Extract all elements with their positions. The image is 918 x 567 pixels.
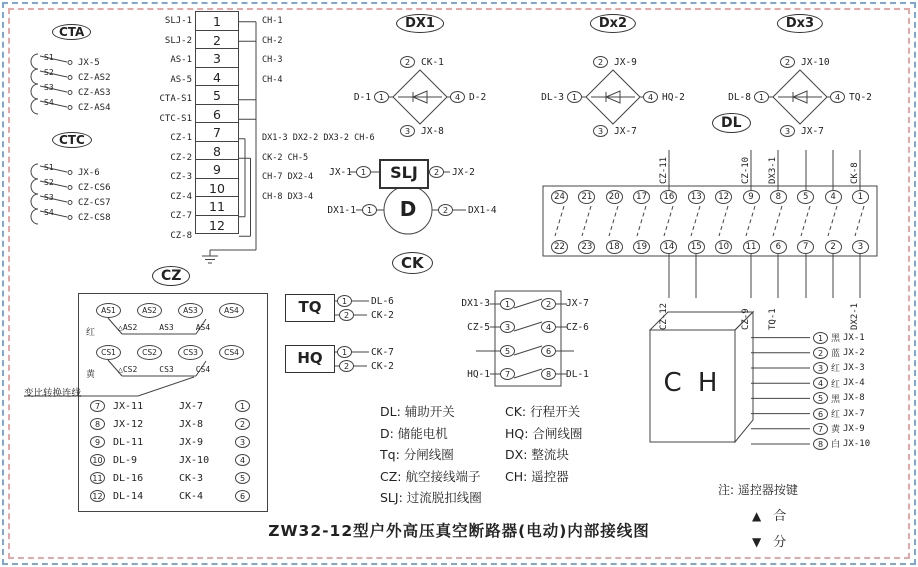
dl-terminal: 1 <box>852 190 869 204</box>
dl-terminal: 19 <box>633 240 650 254</box>
ck-contacts <box>442 292 589 386</box>
cz-left-pin: 12 <box>90 490 105 502</box>
dl-top-terminals <box>551 190 869 204</box>
terminal-cell: 6 <box>195 104 239 124</box>
terminal-right-label: CH-2 <box>262 35 283 46</box>
dl-terminal: 15 <box>688 240 705 254</box>
dx1-bottom-wire: JX-8 <box>421 126 444 137</box>
dx1-left-wire: D-1 <box>353 92 371 103</box>
dl-lead-tq1: TQ-1 <box>768 308 778 330</box>
ck-left-wire: CZ-5 <box>467 321 490 333</box>
tap-name: S1 <box>44 53 54 62</box>
tap-name: S4 <box>44 98 54 107</box>
cz-list-row <box>90 469 250 487</box>
dx1-top-wire: CK-1 <box>421 57 444 68</box>
motor-label: D <box>399 197 417 221</box>
ch-wire-name: JX-2 <box>843 347 865 358</box>
cz-as-pins <box>96 303 244 318</box>
cz-cs-sub-label: CS4 <box>195 365 211 374</box>
tq-pin-2: 2 <box>339 309 354 321</box>
terminal-cell: 1 <box>195 11 239 31</box>
dx2-pin-4: 4 <box>643 91 658 103</box>
dl-terminal: 20 <box>606 190 623 204</box>
legend-item: SLJ: 过流脱扣线圈 <box>380 490 482 505</box>
dl-lead-cz9: CZ-9 <box>741 308 751 330</box>
ch-wire-row <box>813 436 870 451</box>
legend-row <box>380 467 582 489</box>
rectifier-dx1 <box>335 12 505 142</box>
dl-bottom-terminals <box>551 240 869 254</box>
terminal-right-label: CH-1 <box>262 16 283 26</box>
cz-left-wire: JX-12 <box>113 418 144 430</box>
cz-list-row <box>90 451 250 469</box>
cz-cs-sub-label: △CS2 <box>118 365 138 374</box>
terminal-left-label: CTC-S1 <box>159 113 192 124</box>
ch-wire-color: 红 <box>831 364 841 375</box>
cz-right-pin: 2 <box>235 418 250 430</box>
cz-as-terminal: AS1 <box>96 303 121 318</box>
tq-box: TQ <box>285 294 335 322</box>
motor-right-wire: DX1-4 <box>468 205 497 216</box>
cz-list-row <box>90 415 250 433</box>
tap-wire: CZ-AS2 <box>78 72 111 83</box>
dl-terminal: 10 <box>715 240 732 254</box>
cz-left-pin: 8 <box>90 418 105 430</box>
tq-pin-1: 1 <box>337 295 352 307</box>
legend-item: CZ: 航空接线端子 <box>380 468 481 484</box>
cz-as-sub-label: AS3 <box>159 323 174 332</box>
ch-wire-name: JX-10 <box>843 438 871 449</box>
ck-left-wire: HQ-1 <box>467 368 490 380</box>
ck-left-pin: 7 <box>500 368 515 380</box>
hq-pin-1: 1 <box>337 346 352 358</box>
terminal-left-label: CZ-8 <box>170 230 192 241</box>
ch-pin: 8 <box>813 438 828 450</box>
ck-left-wire: DX1-3 <box>461 298 490 310</box>
ck-left-pin: 5 <box>500 345 515 357</box>
ch-wire-row <box>813 391 870 406</box>
cz-cs-sub-label: CS3 <box>159 365 174 374</box>
dl-lead-cz12: CZ-12 <box>659 302 669 330</box>
cz-list-row <box>90 397 250 415</box>
cz-as-terminal: AS2 <box>137 303 162 318</box>
terminal-cell: 3 <box>195 48 239 68</box>
dl-terminal: 17 <box>633 190 650 204</box>
open-label: 分 <box>773 535 787 550</box>
legend <box>380 402 582 510</box>
dl-terminal: 12 <box>715 190 732 204</box>
legend-row <box>380 445 582 467</box>
cz-right-pin: 6 <box>235 490 250 502</box>
ch-wire-name: JX-1 <box>843 332 865 343</box>
terminal-right-label: CH-8 DX3-4 <box>262 191 314 202</box>
dl-terminal: 2 <box>825 240 842 254</box>
terminal-right-label: CH-7 DX2-4 <box>262 172 314 182</box>
ch-wire-name: JX-3 <box>843 362 865 373</box>
cz-as-color: 红 <box>86 328 96 338</box>
dl-terminal: 3 <box>852 240 869 254</box>
tap-wire: CZ-AS4 <box>78 102 111 113</box>
dx2-top-wire: JX-9 <box>614 57 637 68</box>
cz-cs-color: 黄 <box>86 370 96 380</box>
terminal-cell: 9 <box>195 159 239 179</box>
slj-pin-2: 2 <box>429 166 444 178</box>
terminal-cell: 7 <box>195 122 239 142</box>
dl-terminal: 7 <box>797 240 814 254</box>
dx2-right-wire: HQ-2 <box>662 92 685 103</box>
close-label: 合 <box>773 509 787 524</box>
rectifier-dx2 <box>528 12 698 142</box>
legend-item: HQ: 合闸线圈 <box>505 425 583 441</box>
hq-wire-2: CK-2 <box>371 361 394 372</box>
cz-left-pin: 9 <box>90 436 105 448</box>
dx1-right-wire: D-2 <box>469 92 487 103</box>
dl-terminal: 8 <box>770 190 787 204</box>
terminal-left-label: CZ-3 <box>170 172 192 182</box>
dx2-pin-1: 1 <box>567 91 582 103</box>
up-triangle-icon: ▲ <box>752 509 762 523</box>
tap-wire: CZ-CS8 <box>78 212 111 223</box>
tap-name: S2 <box>44 178 54 187</box>
ctc-tap-row <box>44 210 111 225</box>
ck-left-pin: 1 <box>500 298 515 310</box>
cz-left-pin: 11 <box>90 472 105 484</box>
terminal-left-label: CTA-S1 <box>159 94 192 104</box>
ch-wire-name: JX-7 <box>843 408 865 419</box>
tq-wire-1: DL-6 <box>371 296 394 307</box>
slj-left-wire: JX-1 <box>329 167 352 178</box>
dl-terminal: 21 <box>578 190 595 204</box>
cz-right-wire: JX-9 <box>179 436 204 448</box>
ck-right-pin: 2 <box>541 298 556 310</box>
tap-name: S2 <box>44 68 54 77</box>
dx2-pin-3: 3 <box>593 125 608 137</box>
dl-terminal: 14 <box>660 240 677 254</box>
legend-row <box>380 424 582 446</box>
terminal-left-label: CZ-2 <box>170 152 192 163</box>
dx2-left-wire: DL-3 <box>541 92 564 103</box>
dl-lead-dx2-1: DX2-1 <box>850 302 860 330</box>
cz-left-wire: DL-14 <box>113 490 144 502</box>
ch-wire-name: JX-8 <box>843 393 865 404</box>
legend-item: D: 储能电机 <box>380 425 448 441</box>
ch-pin: 7 <box>813 423 828 435</box>
ch-wire-color: 黄 <box>831 425 841 436</box>
terminal-cell: 4 <box>195 67 239 87</box>
cz-label: CZ <box>152 266 190 286</box>
ch-wire-row <box>813 406 870 421</box>
ch-wire-name: JX-4 <box>843 378 865 389</box>
ch-pin: 4 <box>813 377 828 389</box>
dx3-right-wire: TQ-2 <box>849 92 872 103</box>
legend-item: DL: 辅助开关 <box>380 404 455 419</box>
cz-right-wire: JX-10 <box>179 454 210 466</box>
dx3-pin-4: 4 <box>830 91 845 103</box>
legend-item: CH: 遥控器 <box>505 468 569 484</box>
cz-left-wire: DL-16 <box>113 472 144 484</box>
ch-wire-name: JX-9 <box>843 423 865 434</box>
hq-pin-2: 2 <box>339 360 354 372</box>
cz-as-terminal: AS3 <box>178 303 203 318</box>
dl-lead-ck8: CK-8 <box>850 162 860 184</box>
dl-terminal: 4 <box>825 190 842 204</box>
terminal-right-label: CK-2 CH-5 <box>262 152 309 163</box>
ck-contact-row <box>442 363 589 387</box>
cz-right-wire: JX-7 <box>179 400 204 412</box>
cz-cs-terminal: CS1 <box>96 345 121 360</box>
slj-pin-1: 1 <box>356 166 371 178</box>
terminal-right-label: CH-4 <box>262 74 283 85</box>
diagram-title: ZW32-12型户外高压真空断路器(电动)内部接线图 <box>268 522 650 540</box>
terminal-left-label: SLJ-1 <box>164 16 192 26</box>
dl-terminal: 9 <box>743 190 760 204</box>
cz-left-pin: 7 <box>90 400 105 412</box>
terminal-cell: 2 <box>195 30 239 50</box>
cz-right-pin: 1 <box>235 400 250 412</box>
cta-taps <box>44 55 111 115</box>
cz-as-terminal: AS4 <box>219 303 244 318</box>
ck-contact-row <box>442 316 589 340</box>
ch-wire-row <box>813 360 870 375</box>
cz-right-wire: JX-8 <box>179 418 204 430</box>
dx3-bottom-wire: JX-7 <box>801 126 824 137</box>
terminal-right-label <box>262 227 375 247</box>
legend-item: Tq: 分闸线圈 <box>380 447 454 462</box>
cz-as-sub <box>118 323 210 332</box>
dx3-left-wire: DL-8 <box>728 92 751 103</box>
ck-contact-row <box>442 339 589 363</box>
cz-cs-terminal: CS4 <box>219 345 244 360</box>
down-triangle-icon: ▼ <box>752 535 762 549</box>
tap-wire: JX-5 <box>78 57 100 68</box>
terminal-cell: 10 <box>195 178 239 198</box>
dl-label: DL <box>712 113 751 133</box>
tap-name: S3 <box>44 83 54 92</box>
cz-list-row <box>90 487 250 505</box>
terminal-block <box>195 12 239 234</box>
cta-tap-row <box>44 100 111 115</box>
tap-wire: CZ-AS3 <box>78 87 111 98</box>
dx2-label: Dx2 <box>590 14 636 33</box>
terminal-left-label: CZ-1 <box>170 133 192 143</box>
motor-pin-1: 1 <box>362 204 377 216</box>
dx3-pin-1: 1 <box>754 91 769 103</box>
cz-right-wire: CK-3 <box>179 472 204 484</box>
slj-box: SLJ <box>379 159 429 189</box>
dx1-pin-4: 4 <box>450 91 465 103</box>
hq-wire-1: CK-7 <box>371 347 394 358</box>
dx1-pin-1: 1 <box>374 91 389 103</box>
dx2-pin-2: 2 <box>593 56 608 68</box>
cz-cs-sub <box>118 365 210 374</box>
ch-pin: 3 <box>813 362 828 374</box>
ck-right-wire: CZ-6 <box>566 321 589 333</box>
dl-lead-cz11: CZ-11 <box>659 156 669 184</box>
legend-row <box>380 402 582 424</box>
terminal-right-label: CH-3 <box>262 55 283 65</box>
cz-as-sub-label: AS4 <box>195 323 211 332</box>
cz-left-wire: DL-9 <box>113 454 138 466</box>
dx3-label: Dx3 <box>777 14 823 33</box>
cz-cs-pins <box>96 345 244 360</box>
ch-wire-row <box>813 330 870 345</box>
ck-contact-row <box>442 292 589 316</box>
dl-terminal: 18 <box>606 240 623 254</box>
cz-right-pin: 3 <box>235 436 250 448</box>
ch-wire-color: 红 <box>831 379 841 390</box>
ch-wire-row <box>813 376 870 391</box>
terminal-right-label: DX1-3 DX2-2 DX3-2 CH-6 <box>262 133 375 143</box>
ctc-label: CTC <box>52 132 92 148</box>
cz-as-sub-label: △AS2 <box>118 323 138 332</box>
remote-note: 注: 遥控器按键 <box>718 483 798 497</box>
cz-left-wire: JX-11 <box>113 400 144 412</box>
legend-row <box>380 488 582 510</box>
terminal-cell: 5 <box>195 85 239 105</box>
cz-list-row <box>90 433 250 451</box>
ch-pin: 6 <box>813 408 828 420</box>
cz-left-pin: 10 <box>90 454 105 466</box>
ch-pin: 5 <box>813 392 828 404</box>
dl-lead-dx3-1: DX3-1 <box>768 156 778 184</box>
cz-cs-terminal: CS3 <box>178 345 203 360</box>
dl-terminal: 16 <box>660 190 677 204</box>
tap-name: S1 <box>44 163 54 172</box>
ck-right-pin: 6 <box>541 345 556 357</box>
ck-label: CK <box>392 252 433 274</box>
terminal-left-label: CZ-4 <box>170 191 192 202</box>
ctc-taps <box>44 165 111 225</box>
dl-terminal: 11 <box>743 240 760 254</box>
cz-ratio-note: 变比转换连线 <box>24 388 82 399</box>
ck-right-wire: JX-7 <box>566 298 589 310</box>
ch-pin: 2 <box>813 347 828 359</box>
dx1-pin-2: 2 <box>400 56 415 68</box>
tap-wire: CZ-CS7 <box>78 197 111 208</box>
dl-terminal: 22 <box>551 240 568 254</box>
terminal-left-label: SLJ-2 <box>164 35 192 46</box>
tap-name: S4 <box>44 208 54 217</box>
ch-wire-color: 黑 <box>831 334 841 345</box>
terminal-cell: 12 <box>195 215 239 235</box>
ch-wire-color: 白 <box>831 440 841 451</box>
dx3-top-wire: JX-10 <box>801 57 830 68</box>
dx1-pin-3: 3 <box>400 125 415 137</box>
dl-terminal: 13 <box>688 190 705 204</box>
ch-pin: 1 <box>813 332 828 344</box>
dx1-label: DX1 <box>396 14 444 33</box>
ch-wire-list <box>813 330 870 452</box>
ch-wire-color: 蓝 <box>831 349 841 360</box>
slj-right-wire: JX-2 <box>452 167 475 178</box>
tap-wire: CZ-CS6 <box>78 182 111 193</box>
cta-label: CTA <box>52 24 91 40</box>
ck-right-pin: 8 <box>541 368 556 380</box>
tap-name: S3 <box>44 193 54 202</box>
hq-box: HQ <box>285 345 335 373</box>
terminal-left-label: CZ-7 <box>170 211 192 221</box>
cz-right-pin: 5 <box>235 472 250 484</box>
cz-cs-terminal: CS2 <box>137 345 162 360</box>
tq-wire-2: CK-2 <box>371 310 394 321</box>
ck-right-wire: DL-1 <box>566 368 589 380</box>
tap-wire: JX-6 <box>78 167 100 178</box>
ck-left-pin: 3 <box>500 321 515 333</box>
terminal-left-label: AS-1 <box>170 55 192 65</box>
ch-wire-row <box>813 421 870 436</box>
dl-terminal: 6 <box>770 240 787 254</box>
cz-right-pin: 4 <box>235 454 250 466</box>
legend-item: CK: 行程开关 <box>505 404 581 419</box>
ch-label: C H <box>663 368 722 398</box>
cz-pin-list <box>90 397 250 505</box>
dl-terminal: 5 <box>797 190 814 204</box>
terminal-cell: 8 <box>195 141 239 161</box>
dl-terminal: 23 <box>578 240 595 254</box>
motor-pin-2: 2 <box>438 204 453 216</box>
cz-left-wire: DL-11 <box>113 436 144 448</box>
terminal-cell: 11 <box>195 196 239 216</box>
dx3-pin-3: 3 <box>780 125 795 137</box>
dx3-pin-2: 2 <box>780 56 795 68</box>
terminal-left-labels <box>126 12 192 246</box>
ck-right-pin: 4 <box>541 321 556 333</box>
ch-wire-row <box>813 345 870 360</box>
dl-terminal: 24 <box>551 190 568 204</box>
dl-lead-cz10: CZ-10 <box>741 156 751 184</box>
motor-left-wire: DX1-1 <box>327 205 356 216</box>
terminal-left-label: AS-5 <box>170 74 192 85</box>
dx2-bottom-wire: JX-7 <box>614 126 637 137</box>
legend-item: DX: 整流块 <box>505 447 569 462</box>
cz-right-wire: CK-4 <box>179 490 204 502</box>
ch-wire-color: 黑 <box>831 394 841 405</box>
ch-wire-color: 红 <box>831 410 841 421</box>
